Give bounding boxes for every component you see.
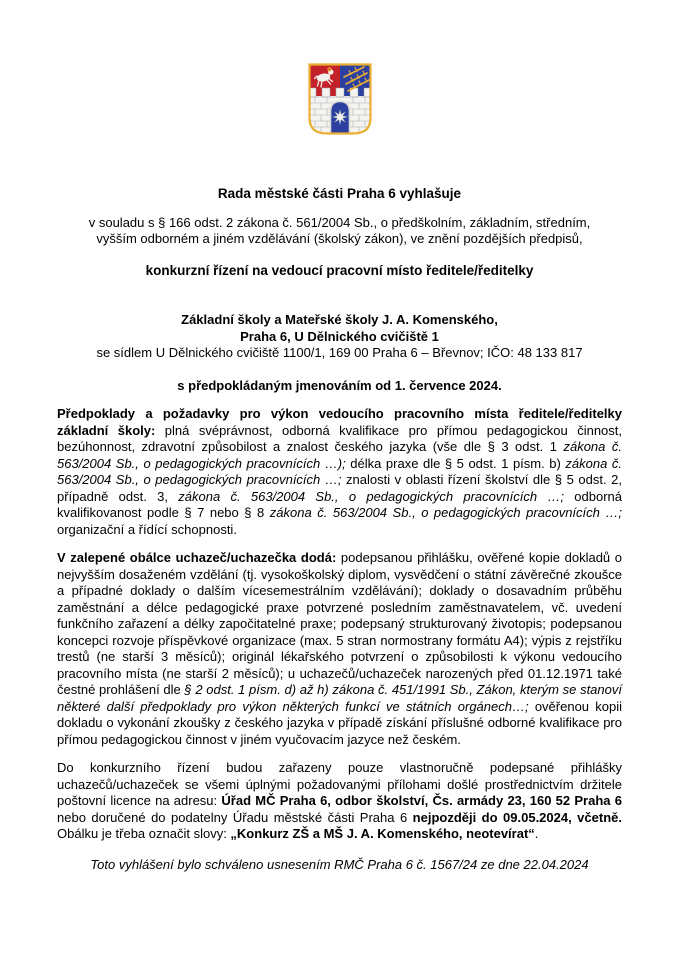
body-paragraphs [57,406,622,843]
legal-basis-line1: v souladu s § 166 odst. 2 zákona č. 561/2004 Sb., o předškolním, základním, středním, [88,214,591,230]
school-block [0,312,679,362]
text-run: zákona č. 563/2004 Sb., o pedagogických pracovnících …; [57,455,622,487]
appointment-date: s předpokládaným jmenováním od 1. července 2024. [177,377,502,393]
text-run: organizační a řídící schopnosti. [57,521,237,537]
text-run: Do konkurzního řízení budou zařazeny pouze vlastnoručně podepsané přihlášky uchazečů/uchazeček se všemi úplnými požadovanými přílohami došlé prostřednictvím držitele poštovní licence na adresu: [57,760,622,808]
paragraph [57,760,622,843]
competition-subject: konkurzní řízení na vedoucí pracovní místo ředitele/ředitelky [145,262,534,278]
text-run: zákona č. 563/2004 Sb., o pedagogických pracovnících …); [57,439,622,471]
approval-note: Toto vyhlášení bylo schváleno usnesením RMČ Praha 6 č. 1567/24 ze dne 22.04.2024 [90,856,589,872]
text-run: nebo doručené do podatelny Úřadu městské části Praha 6 [57,809,413,825]
text-run: Předpoklady a požadavky pro výkon vedoucího pracovního místa ředitele/ředitelky základní školy: [57,406,622,438]
text-run: V zalepené obálce uchazeč/uchazečka dodá: [57,550,341,565]
paragraph [57,406,622,538]
text-run: plná svéprávnost, odborná kvalifikace pro přímou pedagogickou činnost, bezúhonnost, zdravotní způsobilost a znalost českého jazyka (vše dle § 3 odst. 1 [57,422,622,454]
legal-basis-line2: vyšším odborném a jiném vzdělávání (školský zákon), ve znění pozdějších předpisů, [96,231,583,246]
issuer-line: Rada městské části Praha 6 vyhlašuje [217,186,462,201]
text-run: odborná kvalifikovanost podle § 7 nebo § 8 [57,488,623,520]
school-address: se sídlem U Dělnického cvičiště 1100/1, 169 00 Praha 6 – Břevnov; IČO: 48 133 817 [96,345,583,360]
text-run: znalosti v oblasti řízení školství dle § 5 odst. 2, případně odst. 3, [57,472,622,504]
paragraph [57,550,622,748]
text-run: § 2 odst. 1 písm. d) až h) zákona č. 451/1991 Sb., Zákon, kterým se stanoví některé další předpoklady pro výkon některých funkcí ve státních orgánech…; [57,682,622,714]
text-run: délka praxe dle § 5 odst. 1 písm. b) [345,455,566,471]
text-run: ověřenou kopii dokladu o vykonání zkoušky z českého jazyka v případě získání příslušné odborné kvalifikace pro přímou pedagogickou činnost v jiném vyučovacím jazyce než českém. [57,698,622,747]
text-run: zákona č. 563/2004 Sb., o pedagogických pracovnících …; [178,488,564,504]
praha6-coat-of-arms-icon [307,62,373,136]
text-run: podepsanou přihlášku, ověřené kopie dokladů o nejvyšším dosaženém vzdělání (tj. vysokoškolský diplom, vysvědčení o státní závěrečné zkoušce a případné doklady o dalším vícesemestrálním vzdělávání); doklady o dosavadním průběhu zaměstnání a délce pedagogické praxe potvrzené posledním zaměstnavatelem, vč. uvedení funkčního zařazení a délky započitatelné praxe; podepsaný strukturovaný životopis; podepsanou koncepci rozvoje příspěvkové organizace (max. 5 stran normostrany formátu A4); výpis z rejstříku trestů (ne starší 3 měsíců); originál lékařského potvrzení o způsobilosti k výkonu vedoucího pracovního místa (ne starší 2 měsíců); u uchazečů/uchazeček narozených před 01.12.1971 také čestné prohlášení dle [57,550,623,697]
text-run: Úřad MČ Praha 6, odbor školství, Čs. armády 23, 160 52 Praha 6 [221,793,622,808]
crest-star [332,110,347,125]
text-run: Obálku je třeba označit slovy: [57,826,231,841]
school-name-line1: Základní školy a Mateřské školy J. A. Komenského, [181,312,498,327]
text-run: „Konkurz ZŠ a MŠ J. A. Komenského, neotevírat“ [230,826,535,841]
legal-basis [0,215,679,248]
school-name-line2: Praha 6, U Dělnického cvičiště 1 [240,328,439,344]
text-run: zákona č. 563/2004 Sb., o pedagogických pracovnících …; [269,505,622,520]
text-run: nejpozději do 09.05.2024, včetně. [412,809,622,825]
text-run: . [534,826,539,841]
